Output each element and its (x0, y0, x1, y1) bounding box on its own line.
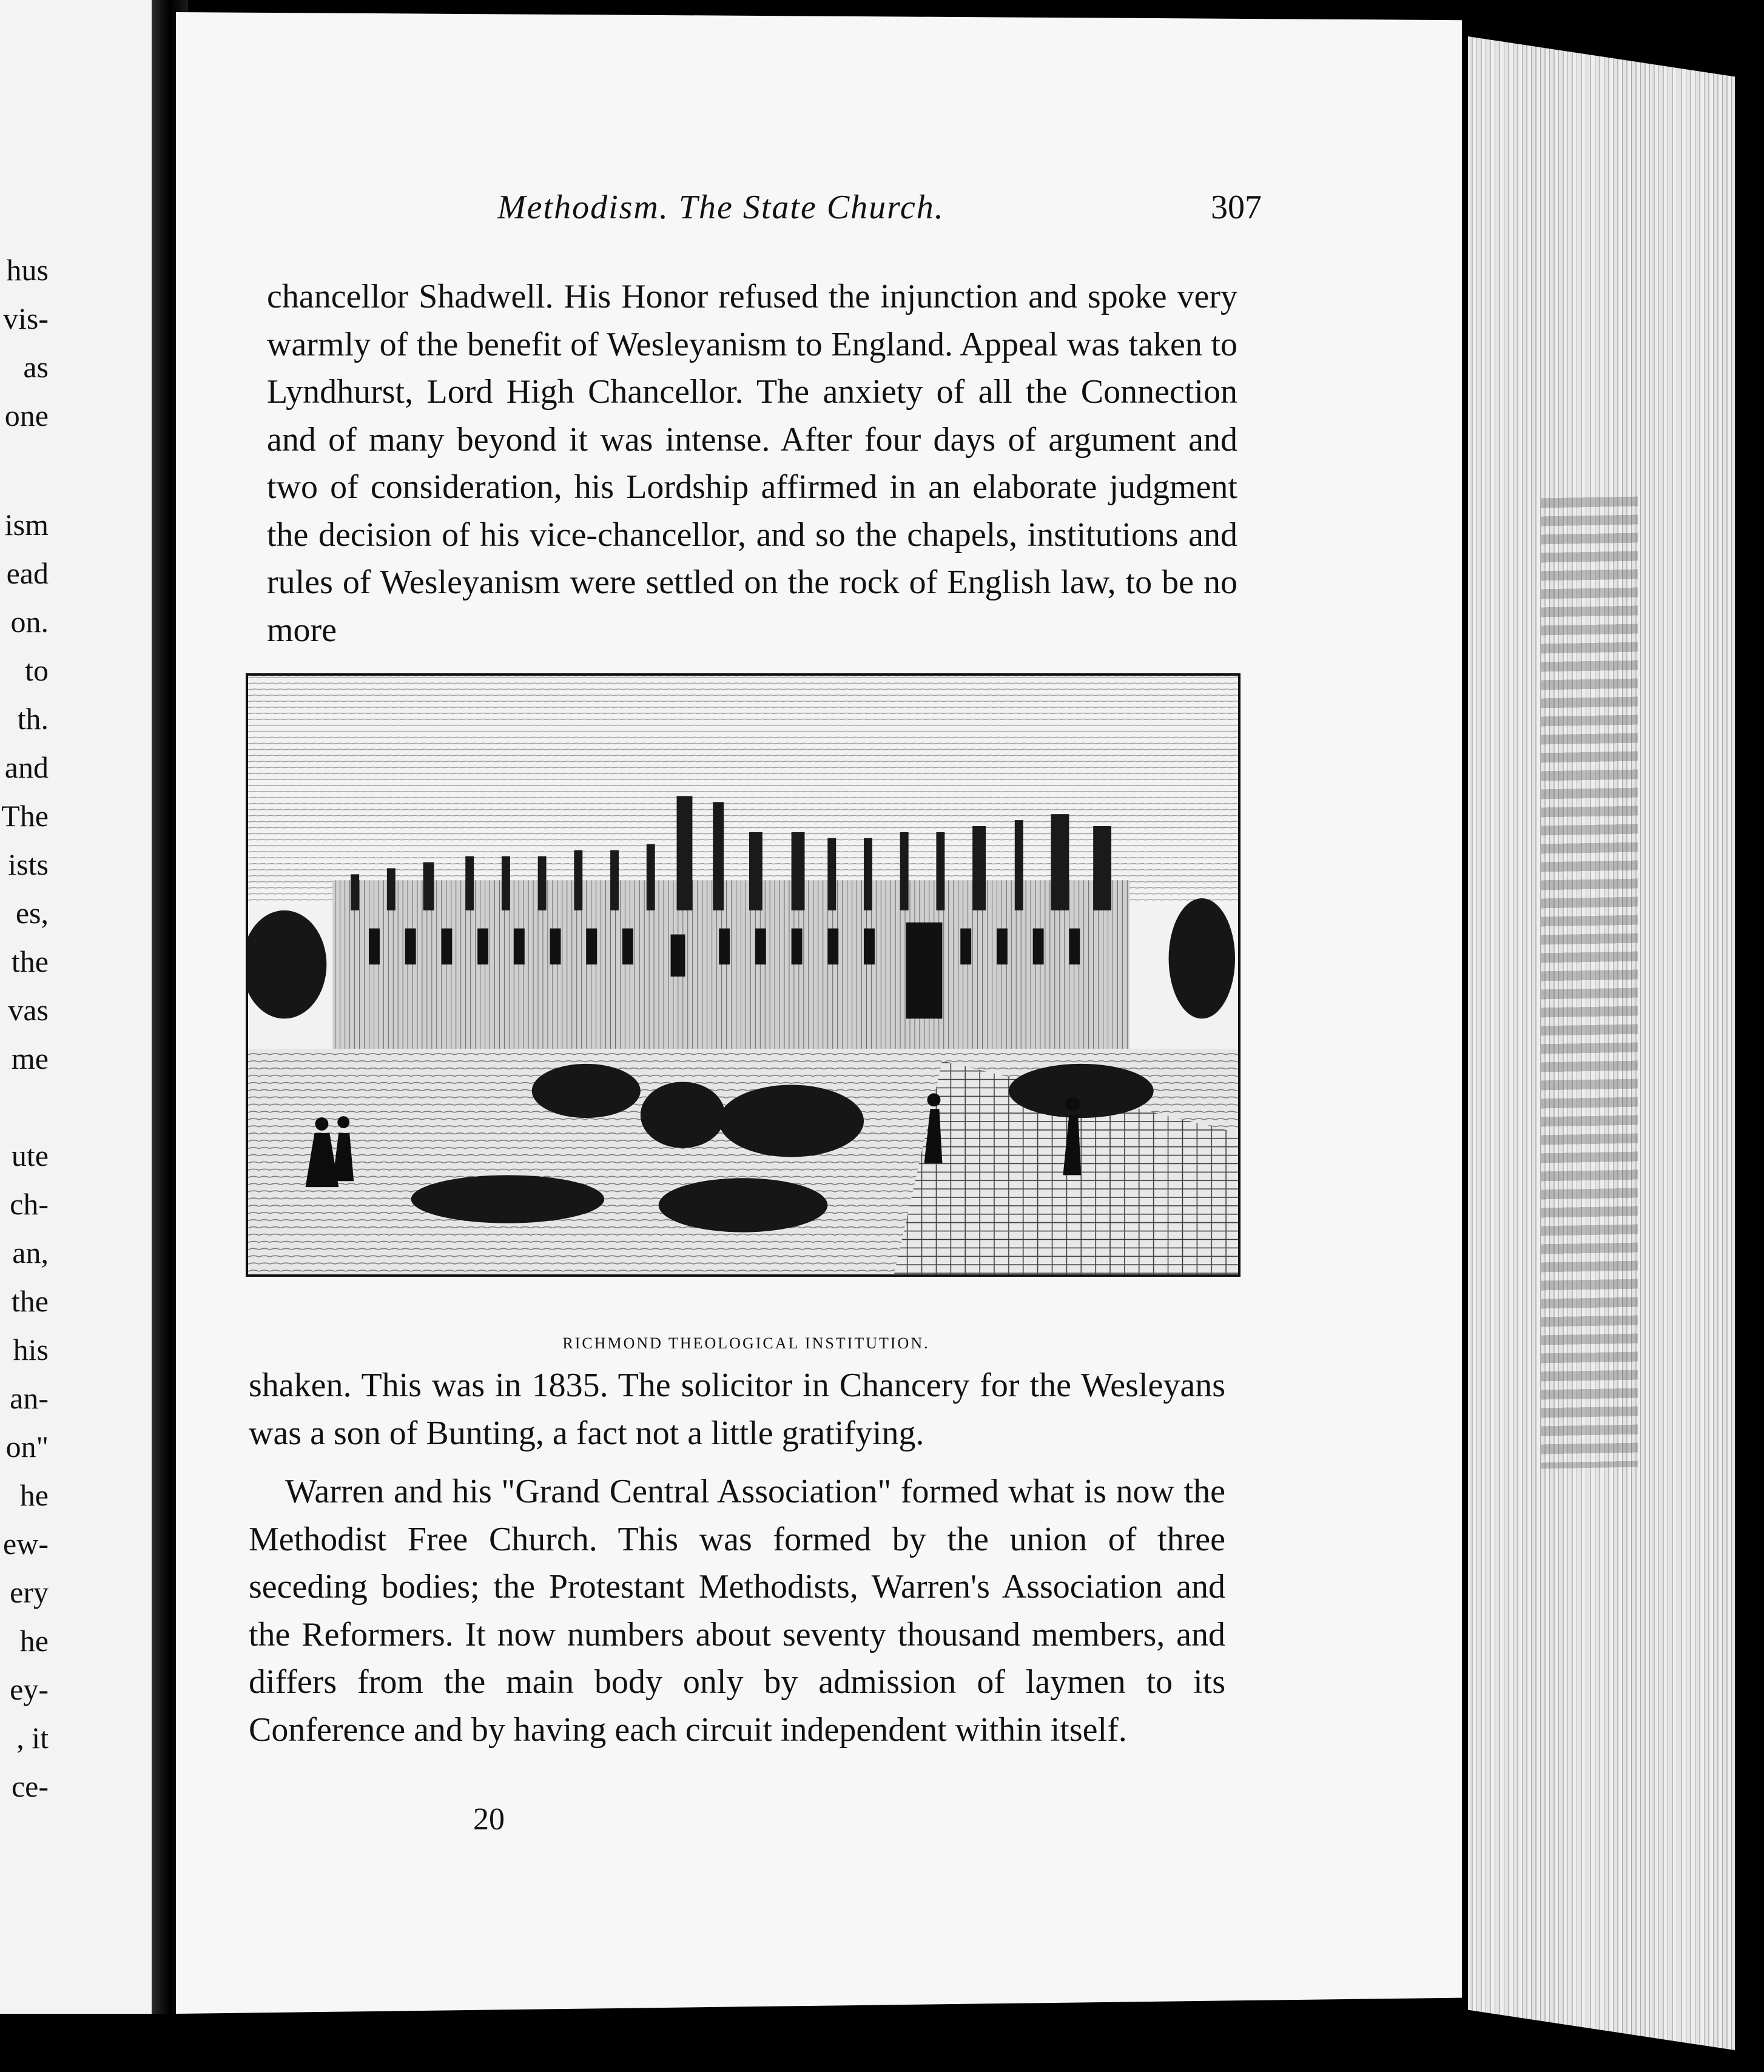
left-page-fragment: ey- (10, 1672, 49, 1706)
body-paragraph-bottom: Warren and his "Grand Central Association" formed what is now the Methodist Free Church. This was formed by the union of three seceding bodies; the Protestant Methodists, Warren's Association and the Reformers. It now numbers about seventy thousand members, and differs from the main body only by admission of laymen to its Conference and by having each circuit independent within itself. (249, 1473, 1225, 1749)
engraving-illustration (246, 673, 1241, 1277)
left-page-fragment: vis- (3, 301, 49, 335)
left-page-fragment: an, (12, 1236, 49, 1270)
signature-mark: 20 (473, 1802, 505, 1837)
left-page-fragment: an- (10, 1381, 49, 1415)
page-number: 307 (1211, 189, 1262, 226)
left-page-fragment: ead (6, 556, 49, 590)
left-page-fragment: th. (17, 702, 49, 736)
left-page-fragment: on. (10, 605, 49, 639)
left-page-fragment: es, (15, 896, 49, 930)
running-header (497, 182, 1262, 237)
left-page-fragment: one (4, 399, 49, 432)
left-page-fragment: and (4, 750, 49, 784)
left-page-fragment: ch- (10, 1187, 49, 1221)
left-page-fragment: as (23, 350, 49, 384)
left-page-fragment: me (11, 1041, 49, 1075)
left-page-edge (0, 0, 152, 2014)
left-page-fragment: ery (10, 1575, 49, 1609)
body-paragraph-top: chancellor Shadwell. His Honor refused the injunction and spoke very warmly of the benefit of Wesleyanism to England. Appeal was taken to Lyndhurst, Lord High Chancellor. The anxiety of all the Connection and of many beyond it was intense. After four days of argument and two of consideration, his Lordship affirmed in an elaborate judgment the decision of his vice-chancellor, and so the chapels, institutions and rules of Wesleyanism were settled on the rock of English law, to be no more (267, 278, 1237, 649)
left-page-fragment: vas (8, 993, 49, 1027)
body-paragraph-middle: shaken. This was in 1835. The solicitor in Chancery for the Wesleyans was a son of Bunting, a fact not a little gratifying. (249, 1367, 1225, 1452)
left-page-fragment: he (19, 1478, 49, 1512)
left-page-fragment: ute (11, 1139, 49, 1172)
left-page-fragment: ists (8, 847, 49, 881)
left-page-fragment: to (25, 653, 49, 687)
running-header-title: Methodism. The State Church. (497, 189, 944, 226)
library-stamp-on-edges (1541, 497, 1638, 1469)
left-page-fragment: , it (16, 1721, 49, 1755)
left-page-fragment: he (19, 1624, 49, 1658)
left-page-fragment: on" (5, 1430, 49, 1464)
left-page-fragment: the (11, 944, 49, 978)
left-page-fragment: ew- (3, 1527, 49, 1561)
left-page-fragment: hus (6, 253, 49, 287)
left-page-fragment: The (1, 799, 49, 833)
illustration-caption: RICHMOND THEOLOGICAL INSTITUTION. (562, 1334, 930, 1352)
left-page-fragment: ce- (11, 1769, 49, 1803)
left-page-fragment: his (13, 1333, 49, 1367)
left-page-fragment: the (11, 1284, 49, 1318)
left-page-fragment: ism (4, 508, 49, 542)
